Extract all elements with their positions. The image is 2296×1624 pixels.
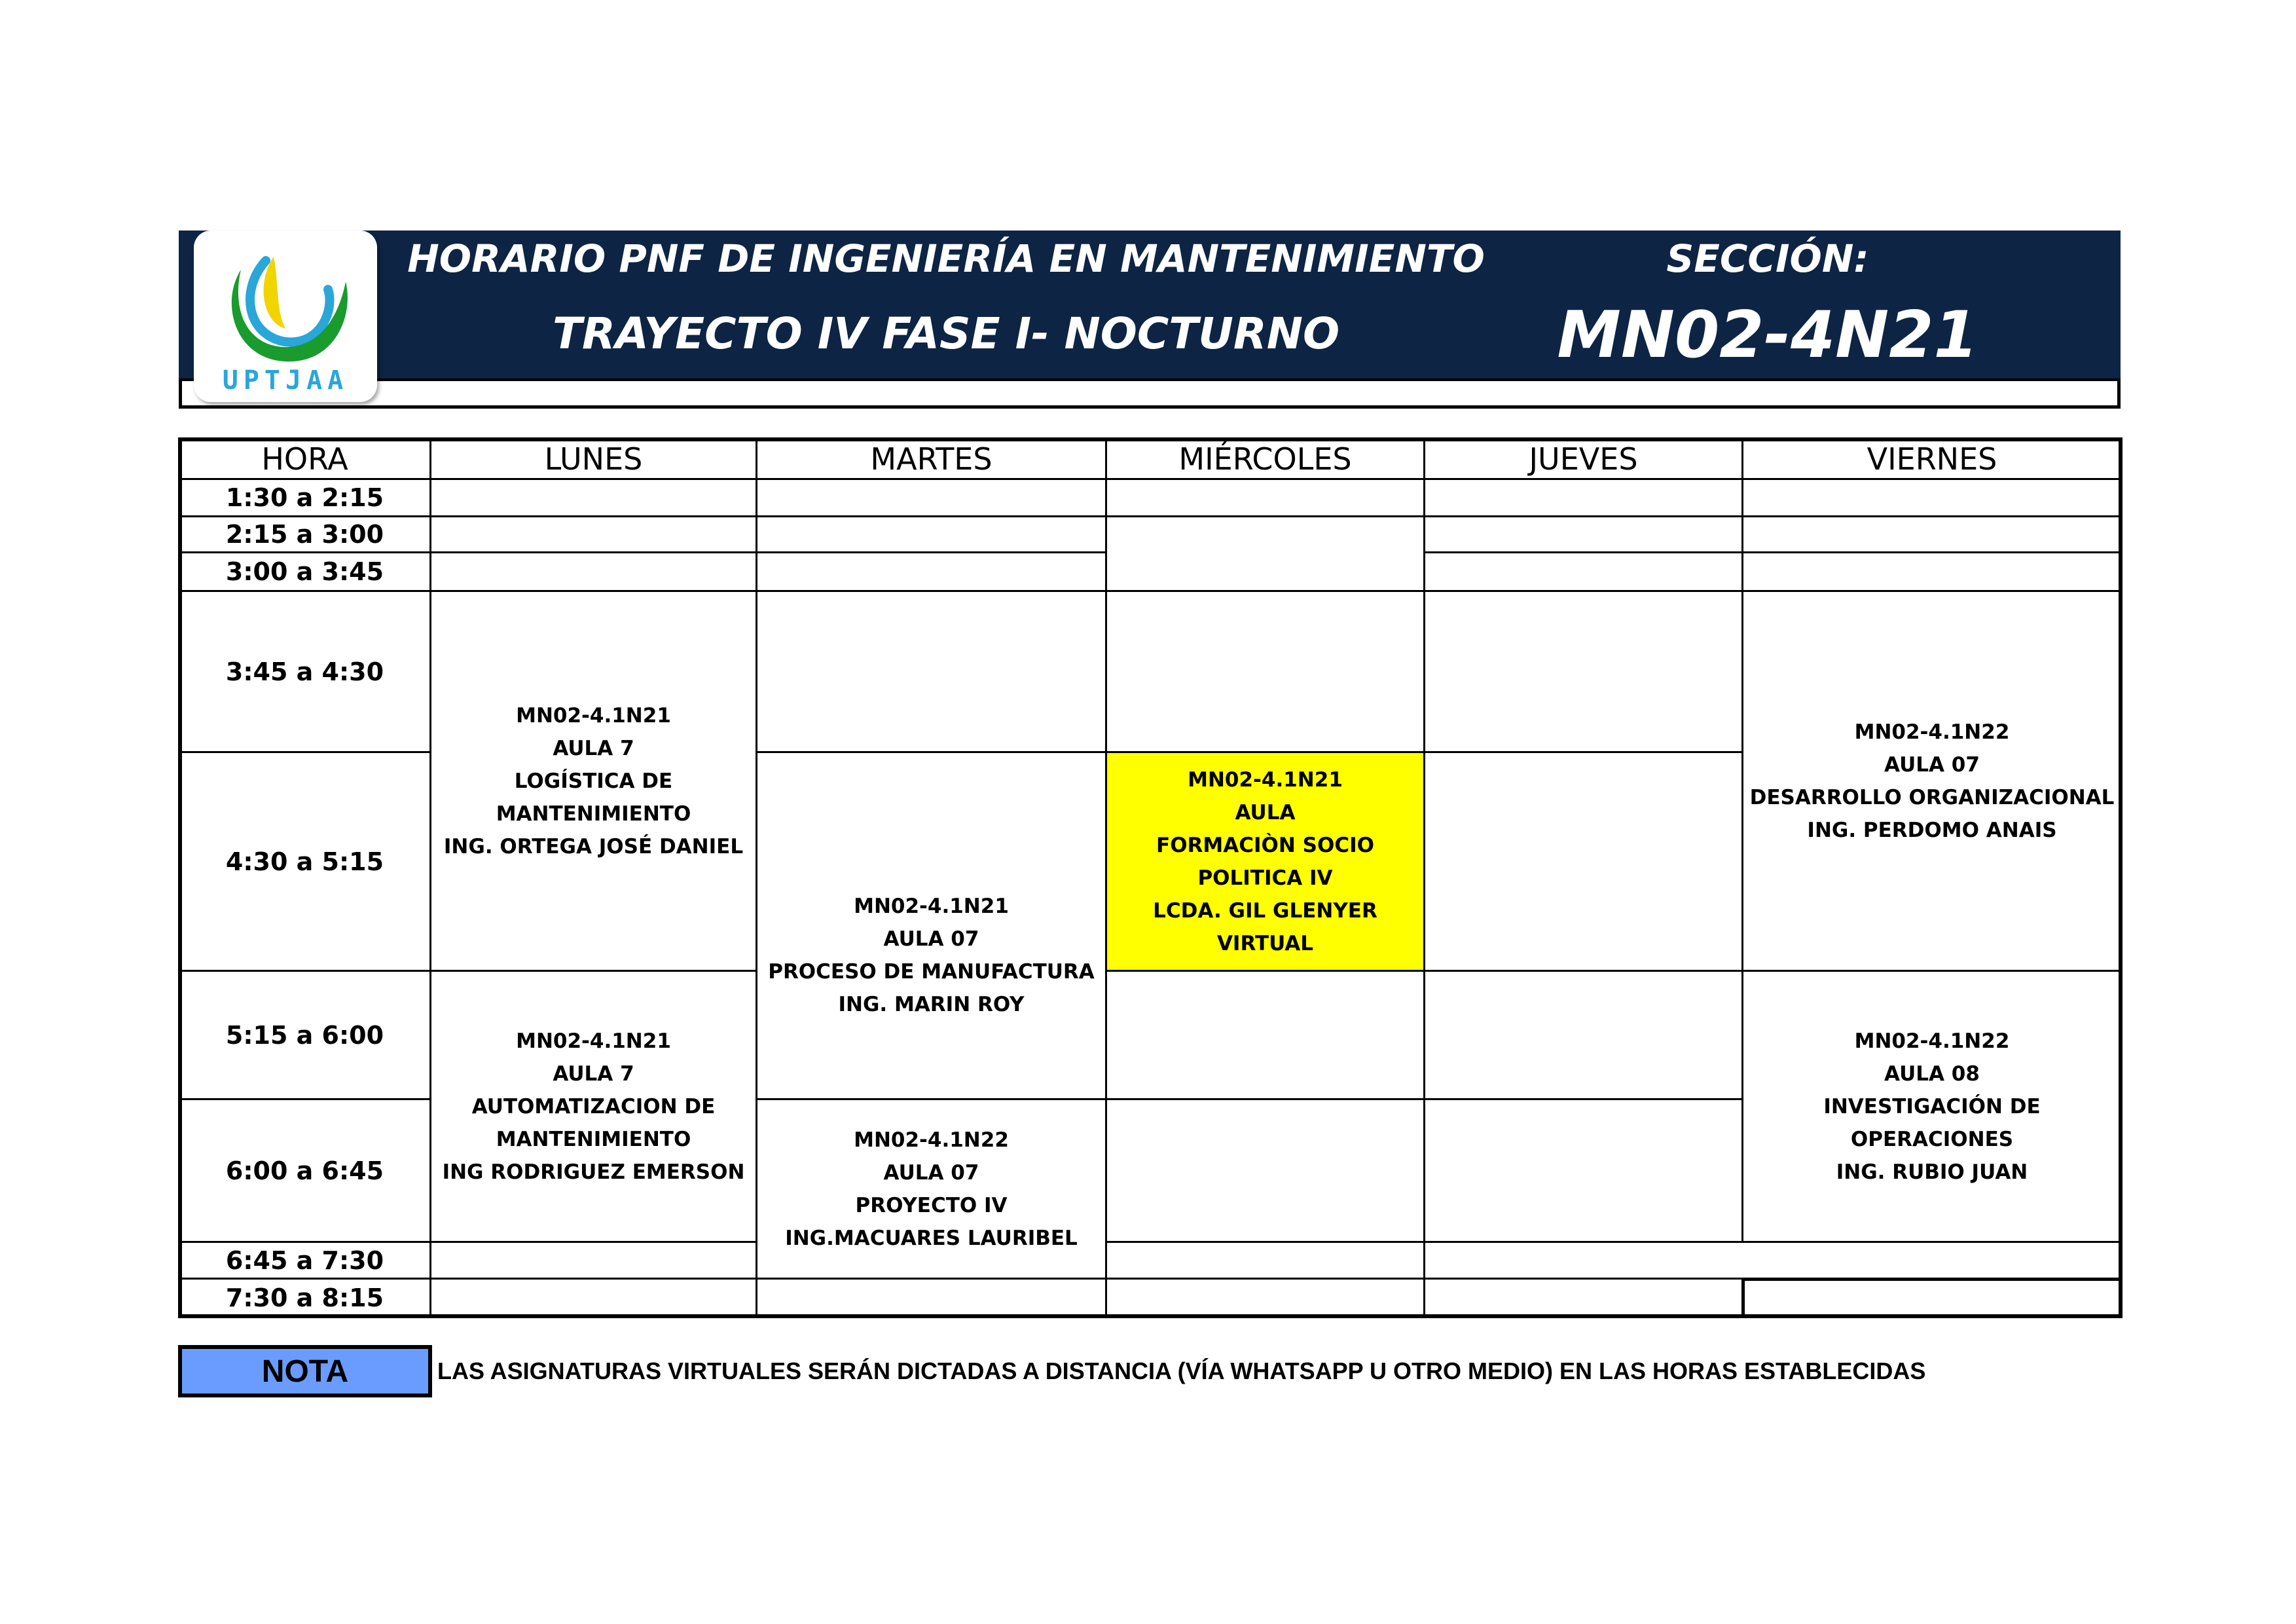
empty-slot — [1423, 970, 1743, 1100]
empty-slot — [429, 551, 757, 592]
empty-slot — [429, 478, 757, 517]
logo-text: UPTJAA — [222, 365, 349, 396]
hour-cell: 6:00 a 6:45 — [178, 1098, 431, 1243]
class-block-proyecto — [756, 1098, 1107, 1280]
empty-slot — [1423, 515, 1743, 553]
column-header-jueves: JUEVES — [1423, 437, 1743, 480]
empty-slot — [429, 1278, 757, 1318]
empty-slot — [1105, 1241, 1425, 1280]
header-underline-bar — [179, 378, 2121, 409]
class-line: AULA 07 — [1884, 752, 1980, 777]
column-header-martes: MARTES — [756, 437, 1107, 480]
uptjaa-logo — [194, 231, 377, 402]
empty-slot — [1105, 478, 1425, 517]
class-block-desarrollo — [1741, 590, 2123, 972]
hour-cell: 1:30 a 2:15 — [178, 478, 431, 517]
class-line: MN02-4.1N22 — [854, 1128, 1009, 1152]
empty-slot — [1741, 551, 2123, 592]
class-line: FORMACIÒN SOCIO — [1156, 833, 1374, 857]
class-line: PROYECTO IV — [855, 1193, 1008, 1217]
empty-slot — [1423, 1241, 2123, 1280]
class-line: MN02-4.1N21 — [516, 1029, 671, 1053]
empty-slot — [429, 515, 757, 553]
class-line: MN02-4.1N22 — [1854, 1029, 2010, 1053]
empty-slot — [1423, 1278, 1743, 1318]
empty-slot — [1741, 1278, 2123, 1318]
class-line: PROCESO DE MANUFACTURA — [768, 959, 1095, 984]
class-line: VIRTUAL — [1216, 931, 1314, 955]
empty-slot — [1105, 515, 1425, 592]
class-line: ING. RUBIO JUAN — [1836, 1160, 2028, 1184]
column-header-viernes: VIERNES — [1741, 437, 2123, 480]
empty-slot — [1423, 751, 1743, 972]
hour-cell: 7:30 a 8:15 — [178, 1278, 431, 1318]
class-line: AUTOMATIZACION DE — [471, 1094, 716, 1118]
empty-slot — [1105, 970, 1425, 1100]
hour-cell: 6:45 a 7:30 — [178, 1241, 431, 1280]
page-title: HORARIO PNF DE INGENIERÍA EN MANTENIMIENTO — [407, 236, 1485, 281]
hour-cell: 4:30 a 5:15 — [178, 751, 431, 972]
class-block-formacion-virtual — [1105, 751, 1425, 972]
class-line: AULA 7 — [553, 1061, 634, 1086]
class-line: ING RODRIGUEZ EMERSON — [442, 1160, 745, 1184]
class-line: AULA 07 — [883, 927, 979, 951]
empty-slot — [1741, 478, 2123, 517]
class-line: LCDA. GIL GLENYER — [1153, 898, 1377, 923]
class-line: LOGÍSTICA DE — [514, 769, 673, 793]
hour-cell: 3:45 a 4:30 — [178, 590, 431, 753]
empty-slot — [756, 1278, 1107, 1318]
empty-slot — [1105, 1098, 1425, 1243]
class-line: ING. MARIN ROY — [838, 992, 1025, 1016]
schedule-table — [178, 437, 2123, 1318]
class-line: AULA 08 — [1884, 1061, 1980, 1086]
class-line: POLITICA IV — [1197, 866, 1333, 890]
empty-slot — [1741, 515, 2123, 553]
column-header-lunes: LUNES — [429, 437, 757, 480]
empty-slot — [1423, 1098, 1743, 1243]
class-line: MN02-4.1N21 — [1188, 767, 1343, 792]
empty-slot — [756, 590, 1107, 753]
empty-slot — [1423, 590, 1743, 753]
empty-slot — [1423, 478, 1743, 517]
class-line: INVESTIGACIÓN DE OPERACIONES — [1823, 1094, 2041, 1151]
class-block-logistica — [429, 590, 757, 972]
empty-slot — [756, 551, 1107, 592]
hour-cell: 3:00 a 3:45 — [178, 551, 431, 592]
class-line: AULA 07 — [883, 1160, 979, 1185]
class-line: MANTENIMIENTO — [496, 1127, 691, 1151]
section-code: MN02-4N21 — [1557, 298, 1978, 373]
class-line: AULA — [1235, 800, 1296, 824]
class-line: AULA 7 — [553, 736, 634, 760]
empty-slot — [1105, 1278, 1425, 1318]
note-label: NOTA — [178, 1345, 432, 1397]
section-label: SECCIÓN: — [1666, 236, 1869, 281]
class-line: MN02-4.1N22 — [1854, 720, 2010, 744]
empty-slot — [1105, 590, 1425, 753]
empty-slot — [756, 478, 1107, 517]
empty-slot — [756, 515, 1107, 553]
page-subtitle: TRAYECTO IV FASE I- NOCTURNO — [552, 308, 1340, 359]
empty-slot — [429, 1241, 757, 1280]
class-line: MN02-4.1N21 — [854, 894, 1009, 918]
class-line: MN02-4.1N21 — [516, 703, 671, 728]
class-block-investigacion — [1741, 970, 2123, 1243]
column-header-miercoles: MIÉRCOLES — [1105, 437, 1425, 480]
column-header-hora: HORA — [178, 437, 431, 480]
note-text: LAS ASIGNATURAS VIRTUALES SERÁN DICTADAS A DISTANCIA (VÍA WHATSAPP U OTRO MEDIO) EN LAS HORAS ESTABLECIDAS — [437, 1357, 1926, 1384]
class-block-automatizacion — [429, 970, 757, 1243]
class-line: ING. ORTEGA JOSÉ DANIEL — [443, 834, 744, 858]
hour-cell: 2:15 a 3:00 — [178, 515, 431, 553]
class-line: MANTENIMIENTO — [496, 802, 691, 826]
class-line: ING.MACUARES LAURIBEL — [785, 1226, 1078, 1250]
hour-cell: 5:15 a 6:00 — [178, 970, 431, 1100]
class-block-manufactura — [756, 751, 1107, 1100]
class-line: ING. PERDOMO ANAIS — [1807, 818, 2057, 842]
class-line: DESARROLLO ORGANIZACIONAL — [1749, 785, 2115, 809]
empty-slot — [1423, 551, 1743, 592]
